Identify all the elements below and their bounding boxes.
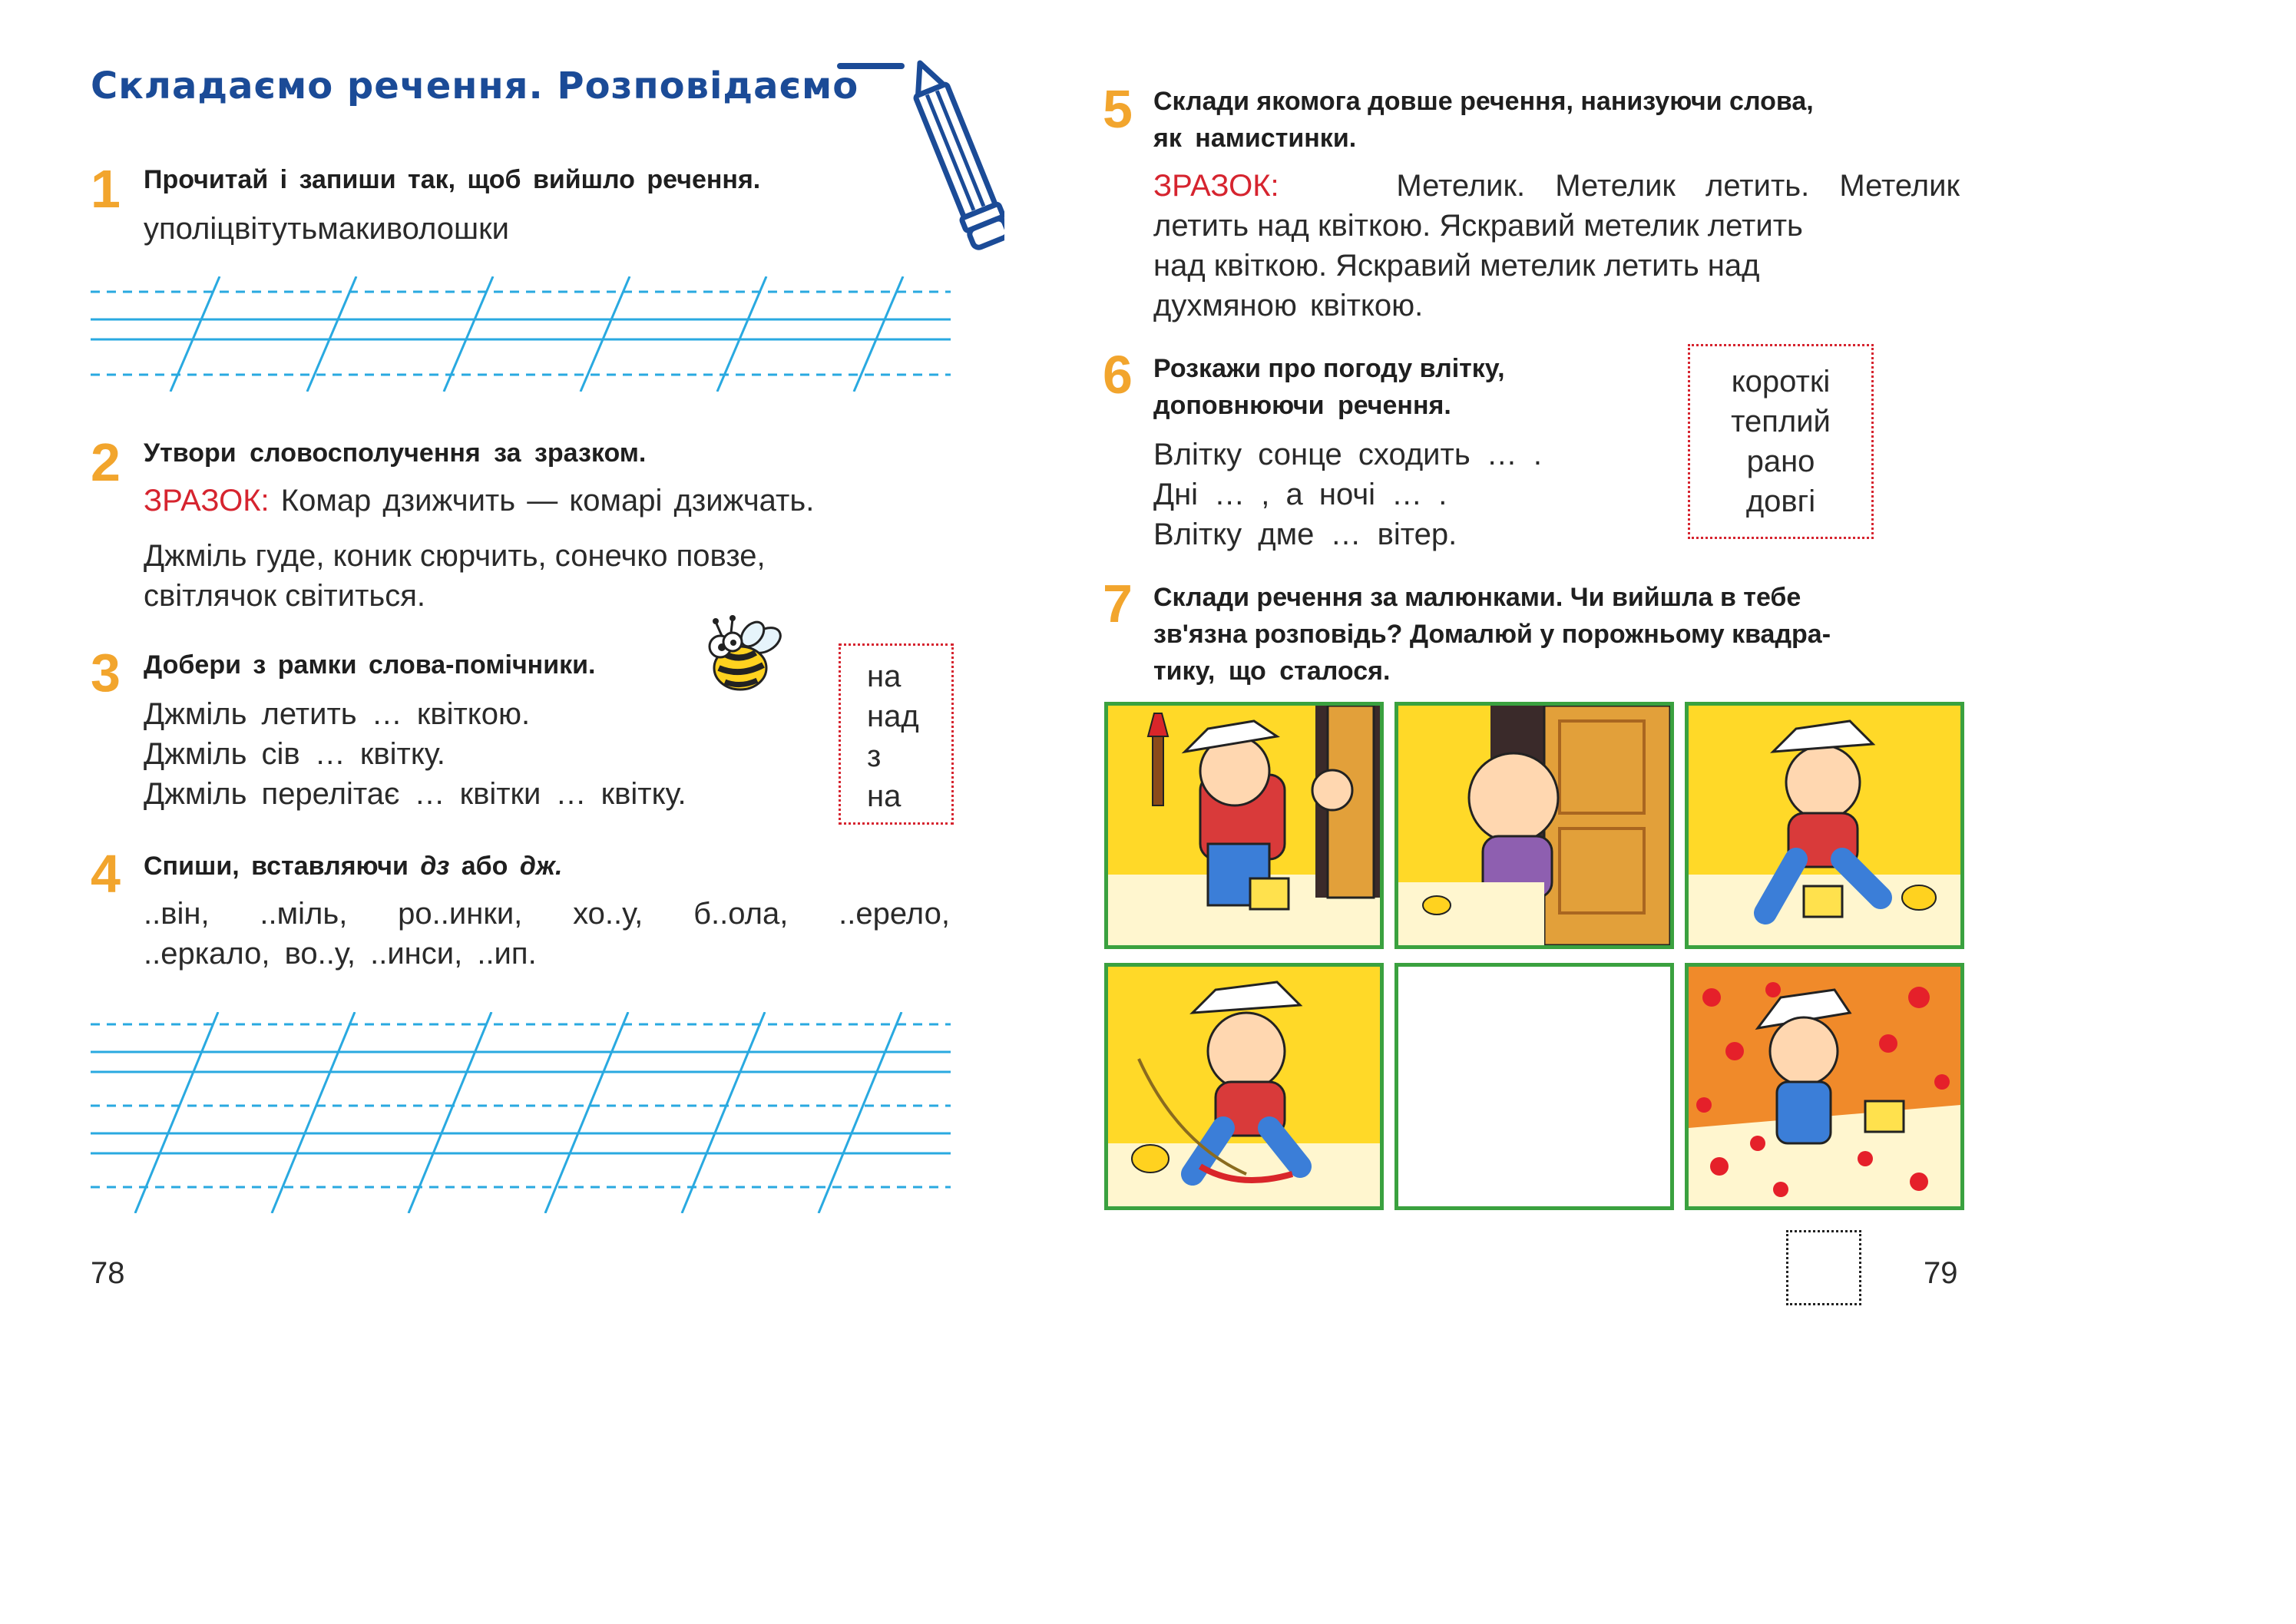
exercise-5-number: 5 [1103, 79, 1133, 139]
exercise-6-lines [1153, 435, 1542, 554]
exercise-5-instruction-line-2: як намистинки. [1153, 124, 1357, 153]
sample-text: Комар дзижчить — комарі дзижчать. [280, 484, 815, 518]
comic-panel-4 [1104, 963, 1384, 1210]
word: ..він, [144, 897, 210, 931]
exercise-2-sample [144, 481, 950, 521]
exercise-1-instruction: Прочитай і запиши так, щоб вийшло речення. [144, 165, 761, 194]
word-box-item: довгі [1745, 485, 1816, 518]
self-check-box[interactable] [1786, 1230, 1861, 1305]
bee-icon [694, 614, 794, 706]
sample-line-1 [1153, 166, 1960, 206]
word: ро..инки, [398, 897, 523, 931]
exercise-2-line-1: Джміль гуде, коник сюрчить, сонечко повзе, [144, 539, 766, 573]
exercise-5-instruction [1153, 83, 1960, 157]
exercise-4-number: 4 [91, 844, 121, 904]
exercise-6-line-2: Дні … , а ночі … . [1153, 478, 1447, 511]
word-box-item: над [867, 700, 919, 733]
word-box [839, 643, 954, 825]
exercise-4-text [144, 894, 950, 974]
exercise-6-line-3: Влітку дме … вітер. [1153, 518, 1457, 551]
sample-label: ЗРАЗОК: [1153, 169, 1279, 203]
exercise-1-number: 1 [91, 159, 121, 219]
exercise-6-instruction-line-2: доповнюючи речення. [1153, 391, 1451, 420]
exercise-1-text: уполіцвітутьмакиволошки [144, 212, 509, 246]
exercise-3-instruction: Добери з рамки слова-помічники. [144, 650, 596, 680]
exercise-3-number: 3 [91, 643, 121, 703]
word: ..ерело, [839, 897, 950, 931]
exercise-6-line-1: Влітку сонце сходить … . [1153, 438, 1542, 471]
word-box-item: на [867, 660, 902, 693]
sample-line-2: летить над квіткою. Яскравий метелик летить [1153, 209, 1803, 243]
instruction-text: Спиши, вставляючи [144, 852, 409, 881]
word: ..міль, [260, 897, 348, 931]
comic-panel-3 [1685, 702, 1964, 949]
exercise-2-number: 2 [91, 432, 121, 492]
exercise-3-line-2: Джміль сів … квітку. [144, 737, 445, 771]
exercise-5-sample [1153, 166, 1960, 326]
exercise-7-number: 7 [1103, 574, 1133, 633]
word: б..ола, [693, 897, 789, 931]
instruction-dzh: дж. [519, 852, 563, 881]
comic-panel-2 [1394, 702, 1674, 949]
exercise-3-line-3: Джміль перелітає … квітки … квітку. [144, 777, 686, 811]
sample-label: ЗРАЗОК: [144, 484, 270, 518]
page-title: Складаємо речення. Розповідаємо [91, 64, 859, 107]
sample-line-3: над квіткою. Яскравий метелик летить над [1153, 249, 1760, 283]
exercise-6-number: 6 [1103, 345, 1133, 405]
exercise-4-instruction [144, 848, 562, 885]
page-number-right: 79 [1924, 1256, 1958, 1290]
exercise-6-instruction [1153, 350, 1572, 424]
word-box-item: з [867, 739, 882, 773]
instruction-dz: дз [420, 852, 450, 881]
writing-lines[interactable] [91, 1012, 951, 1213]
exercise-7-instruction-line-1: Склади речення за малюнками. Чи вийшла в тебе [1153, 583, 1801, 612]
comic-panel-6 [1685, 963, 1964, 1210]
exercise-2-instruction: Утвори словосполучення за зразком. [144, 438, 647, 468]
word-box-item: на [867, 779, 902, 813]
word: хо..у, [573, 897, 643, 931]
exercise-3-line-1: Джміль летить … квіткою. [144, 697, 531, 731]
page-number-left: 78 [91, 1256, 125, 1290]
exercise-6-instruction-line-1: Розкажи про погоду влітку, [1153, 354, 1505, 383]
exercise-4-line-1 [144, 894, 950, 934]
exercise-7-instruction-line-3: тику, що сталося. [1153, 657, 1391, 686]
exercise-7-instruction [1153, 579, 1960, 690]
exercise-2-line-2: світлячок світиться. [144, 579, 426, 613]
comic-panel-empty[interactable] [1394, 963, 1674, 1210]
word-box-item: рано [1746, 445, 1815, 478]
exercise-2-text [144, 536, 950, 616]
word-box-item: теплий [1731, 405, 1831, 438]
sample-line-4: духмяною квіткою. [1153, 289, 1424, 322]
sample-text: Метелик. Метелик летить. Метелик [1396, 169, 1960, 203]
exercise-5-instruction-line-1: Склади якомога довше речення, нанизуючи слова, [1153, 87, 1814, 116]
exercise-3-lines [144, 694, 686, 814]
instruction-or: або [461, 852, 508, 881]
comic-panel-1 [1104, 702, 1384, 949]
exercise-4-line-2: ..еркало, во..у, ..инси, ..ип. [144, 937, 537, 971]
writing-lines[interactable] [91, 276, 951, 392]
pencil-icon [835, 55, 1004, 270]
word-box-item: короткі [1731, 365, 1831, 399]
exercise-7-instruction-line-2: зв'язна розповідь? Домалюй у порожньому квадра- [1153, 620, 1831, 649]
word-box [1688, 344, 1874, 539]
